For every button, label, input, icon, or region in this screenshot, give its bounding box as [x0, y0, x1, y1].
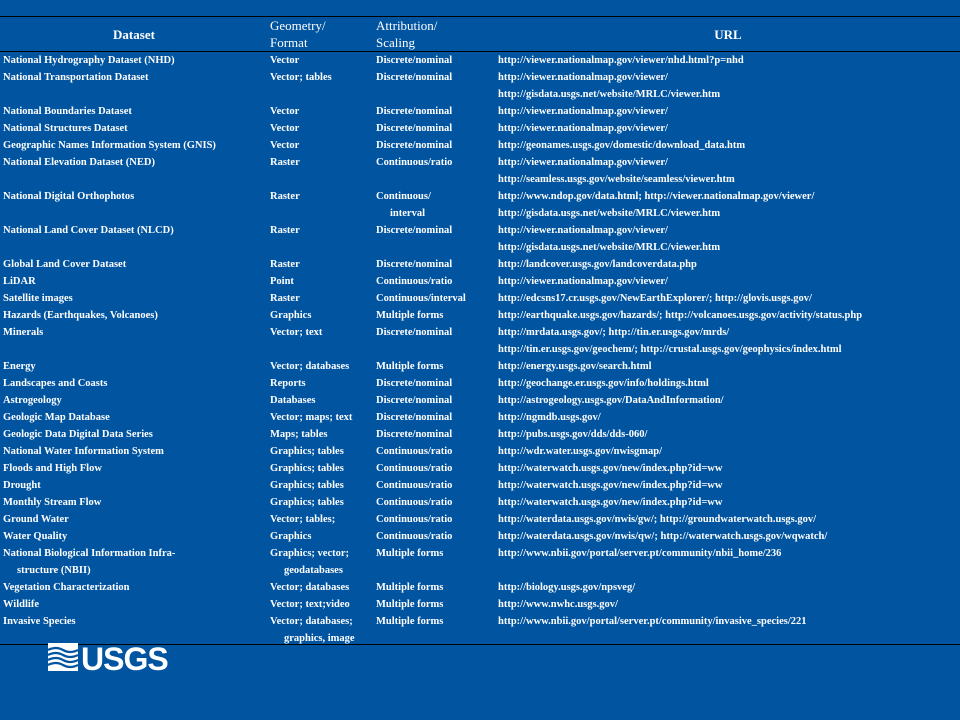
dataset-cell	[3, 511, 268, 528]
dataset-cell	[3, 596, 268, 613]
dataset-cell-line: Geographic Names Information System (GNIS)	[3, 140, 216, 151]
geometry-cell	[270, 545, 375, 579]
geometry-cell	[270, 324, 375, 341]
table-header	[0, 17, 960, 52]
geometry-cell-line: Vector; tables	[270, 72, 332, 83]
url-cell-line: http://viewer.nationalmap.gov/viewer/nhd.html?p=nhd	[498, 55, 744, 66]
dataset-cell	[3, 188, 268, 205]
dataset-cell	[3, 477, 268, 494]
url-cell-line: http://energy.usgs.gov/search.html	[498, 361, 652, 372]
dataset-cell	[3, 52, 268, 69]
url-cell[interactable]	[498, 392, 958, 409]
geometry-cell	[270, 426, 375, 443]
url-cell[interactable]	[498, 477, 958, 494]
header-geometry	[270, 17, 370, 51]
attribution-cell-line: Multiple forms	[376, 616, 444, 627]
url-cell[interactable]	[498, 273, 958, 290]
geometry-cell	[270, 52, 375, 69]
dataset-cell-line: National Structures Dataset	[3, 123, 128, 134]
dataset-cell	[3, 528, 268, 545]
url-cell[interactable]	[498, 443, 958, 460]
attribution-cell-line: Continuous/ratio	[376, 480, 453, 491]
url-cell[interactable]	[498, 545, 958, 562]
geometry-cell-line: Vector; databases	[270, 582, 350, 593]
url-cell[interactable]	[498, 494, 958, 511]
dataset-cell	[3, 409, 268, 426]
attribution-cell-line: Discrete/nominal	[376, 395, 453, 406]
dataset-cell-line: National Water Information System	[3, 446, 164, 457]
attribution-cell	[376, 443, 496, 460]
dataset-cell	[3, 103, 268, 120]
attribution-cell	[376, 392, 496, 409]
geometry-cell-line: Vector	[270, 123, 300, 134]
url-cell[interactable]	[498, 358, 958, 375]
url-cell[interactable]	[498, 188, 958, 222]
attribution-cell	[376, 477, 496, 494]
attribution-cell	[376, 222, 496, 239]
geometry-cell-line: Vector; databases	[270, 361, 350, 372]
url-cell[interactable]	[498, 69, 958, 103]
url-cell-line: http://www.nbii.gov/portal/server.pt/community/nbii_home/236	[498, 548, 782, 559]
dataset-cell-line: Geologic Data Digital Data Series	[3, 429, 153, 440]
dataset-cell-line: LiDAR	[3, 276, 36, 287]
header-attribution	[376, 17, 496, 51]
url-cell[interactable]	[498, 460, 958, 477]
geometry-cell-line: Graphics; tables	[270, 497, 344, 508]
url-cell-line: http://viewer.nationalmap.gov/viewer/	[498, 123, 668, 134]
url-cell[interactable]	[498, 307, 958, 324]
url-cell[interactable]	[498, 154, 958, 188]
attribution-cell	[376, 290, 496, 307]
header-attribution-line: Scaling	[376, 35, 415, 50]
url-cell-line: http://waterdata.usgs.gov/nwis/qw/; http://waterwatch.usgs.gov/wqwatch/	[498, 531, 828, 542]
attribution-cell	[376, 307, 496, 324]
geometry-cell	[270, 273, 375, 290]
svg-text:USGS: USGS	[81, 641, 168, 674]
dataset-cell-line: structure (NBII)	[17, 565, 91, 576]
attribution-cell	[376, 137, 496, 154]
attribution-cell	[376, 426, 496, 443]
attribution-cell	[376, 69, 496, 86]
geometry-cell-line: Reports	[270, 378, 306, 389]
attribution-cell	[376, 494, 496, 511]
attribution-cell	[376, 460, 496, 477]
url-cell[interactable]	[498, 290, 958, 307]
url-cell-line: http://earthquake.usgs.gov/hazards/; http://volcanoes.usgs.gov/activity/status.php	[498, 310, 863, 321]
dataset-cell-line: Minerals	[3, 327, 44, 338]
geometry-cell-line: Raster	[270, 225, 300, 236]
dataset-cell	[3, 120, 268, 137]
attribution-cell	[376, 324, 496, 341]
geometry-cell	[270, 290, 375, 307]
url-cell-line: http://wdr.water.usgs.gov/nwisgmap/	[498, 446, 663, 457]
dataset-cell	[3, 443, 268, 460]
header-geometry-line: Format	[270, 35, 308, 50]
geometry-cell	[270, 188, 375, 205]
url-cell-line: http://viewer.nationalmap.gov/viewer/	[498, 106, 668, 117]
url-cell-line: http://biology.usgs.gov/npsveg/	[498, 582, 636, 593]
attribution-cell-line: Multiple forms	[376, 548, 444, 559]
geometry-cell-line: Databases	[270, 395, 316, 406]
attribution-cell	[376, 596, 496, 613]
geometry-cell	[270, 69, 375, 86]
attribution-cell	[376, 120, 496, 137]
geometry-cell-line: Raster	[270, 293, 300, 304]
dataset-cell-line: Geologic Map Database	[3, 412, 110, 423]
attribution-cell-line: Discrete/nominal	[376, 140, 453, 151]
dataset-cell-line: Global Land Cover Dataset	[3, 259, 127, 270]
attribution-cell-line: Continuous/ratio	[376, 157, 453, 168]
attribution-cell-line: Continuous/ratio	[376, 276, 453, 287]
url-cell[interactable]	[498, 256, 958, 273]
url-cell[interactable]	[498, 137, 958, 154]
geometry-cell-line: Maps; tables	[270, 429, 328, 440]
dataset-cell-line: Hazards (Earthquakes, Volcanoes)	[3, 310, 158, 321]
url-cell-line: http://www.nbii.gov/portal/server.pt/community/invasive_species/221	[498, 616, 807, 627]
dataset-cell	[3, 579, 268, 596]
header-geometry-line: Geometry/	[270, 18, 326, 33]
geometry-cell-line: Vector; text;video	[270, 599, 350, 610]
attribution-cell-line: Continuous/interval	[376, 293, 466, 304]
url-cell[interactable]	[498, 528, 958, 545]
usgs-wave-icon	[48, 640, 172, 674]
attribution-cell	[376, 358, 496, 375]
geometry-cell	[270, 443, 375, 460]
dataset-table	[0, 16, 960, 645]
dataset-cell	[3, 137, 268, 154]
dataset-cell	[3, 154, 268, 171]
attribution-cell-line: Discrete/nominal	[376, 259, 453, 270]
attribution-cell-line: Continuous/ratio	[376, 531, 453, 542]
header-url: URL	[714, 27, 742, 42]
dataset-cell-line: Satellite images	[3, 293, 73, 304]
url-cell-line: http://seamless.usgs.gov/website/seamless/viewer.htm	[498, 174, 735, 185]
dataset-cell-line: National Biological Information Infra-	[3, 548, 176, 559]
dataset-cell	[3, 307, 268, 324]
url-cell[interactable]	[498, 120, 958, 137]
url-cell[interactable]	[498, 596, 958, 613]
url-cell-line: http://gisdata.usgs.net/website/MRLC/viewer.htm	[498, 242, 721, 253]
url-cell-line: http://waterwatch.usgs.gov/new/index.php?id=ww	[498, 497, 723, 508]
dataset-cell-line: National Transportation Dataset	[3, 72, 149, 83]
geometry-cell	[270, 579, 375, 596]
dataset-cell	[3, 426, 268, 443]
dataset-cell-line: Drought	[3, 480, 41, 491]
geometry-cell	[270, 596, 375, 613]
attribution-cell	[376, 613, 496, 630]
geometry-cell	[270, 511, 375, 528]
attribution-cell	[376, 256, 496, 273]
dataset-cell-line: National Boundaries Dataset	[3, 106, 132, 117]
geometry-cell-line: Vector	[270, 55, 300, 66]
url-cell-line: http://tin.er.usgs.gov/geochem/; http://crustal.usgs.gov/geophysics/index.html	[498, 344, 842, 355]
dataset-cell-line: National Digital Orthophotos	[3, 191, 135, 202]
dataset-cell-line: National Hydrography Dataset (NHD)	[3, 55, 175, 66]
url-cell[interactable]	[498, 579, 958, 596]
dataset-cell	[3, 222, 268, 239]
attribution-cell	[376, 103, 496, 120]
attribution-cell-line: interval	[390, 208, 425, 219]
geometry-cell	[270, 137, 375, 154]
dataset-cell	[3, 69, 268, 86]
attribution-cell	[376, 375, 496, 392]
attribution-cell-line: Discrete/nominal	[376, 55, 453, 66]
attribution-cell-line: Discrete/nominal	[376, 72, 453, 83]
url-cell[interactable]	[498, 511, 958, 528]
geometry-cell-line: Vector	[270, 140, 300, 151]
url-cell-line: http://viewer.nationalmap.gov/viewer/	[498, 225, 668, 236]
dataset-cell-line: National Elevation Dataset (NED)	[3, 157, 155, 168]
geometry-cell-line: Raster	[270, 157, 300, 168]
url-cell[interactable]	[498, 409, 958, 426]
dataset-cell	[3, 273, 268, 290]
url-cell-line: http://waterdata.usgs.gov/nwis/gw/; http://groundwaterwatch.usgs.gov/	[498, 514, 817, 525]
url-cell[interactable]	[498, 324, 958, 358]
geometry-cell-line: Vector; maps; text	[270, 412, 353, 423]
dataset-cell	[3, 358, 268, 375]
geometry-cell	[270, 103, 375, 120]
dataset-cell-line: Landscapes and Coasts	[3, 378, 108, 389]
url-cell-line: http://www.nwhc.usgs.gov/	[498, 599, 618, 610]
url-cell[interactable]	[498, 52, 958, 69]
usgs-logo	[48, 640, 172, 674]
attribution-cell-line: Continuous/ratio	[376, 497, 453, 508]
attribution-cell-line: Multiple forms	[376, 361, 444, 372]
attribution-cell	[376, 528, 496, 545]
url-cell-line: http://waterwatch.usgs.gov/new/index.php?id=ww	[498, 480, 723, 491]
url-cell-line: http://astrogeology.usgs.gov/DataAndInformation/	[498, 395, 724, 406]
header-attribution-line: Attribution/	[376, 18, 438, 33]
attribution-cell-line: Discrete/nominal	[376, 225, 453, 236]
dataset-cell-line: Floods and High Flow	[3, 463, 102, 474]
geometry-cell-line: Graphics	[270, 310, 312, 321]
dataset-cell	[3, 613, 268, 630]
attribution-cell	[376, 52, 496, 69]
attribution-cell-line: Discrete/nominal	[376, 123, 453, 134]
dataset-cell-line: Water Quality	[3, 531, 68, 542]
geometry-cell	[270, 358, 375, 375]
geometry-cell-line: Point	[270, 276, 294, 287]
url-cell-line: http://landcover.usgs.gov/landcoverdata.php	[498, 259, 697, 270]
geometry-cell	[270, 154, 375, 171]
dataset-cell	[3, 460, 268, 477]
url-cell-line: http://viewer.nationalmap.gov/viewer/	[498, 72, 668, 83]
dataset-cell	[3, 494, 268, 511]
geometry-cell	[270, 528, 375, 545]
attribution-cell-line: Multiple forms	[376, 599, 444, 610]
url-cell[interactable]	[498, 103, 958, 120]
attribution-cell-line: Continuous/	[376, 191, 431, 202]
dataset-cell-line: Ground Water	[3, 514, 69, 525]
dataset-cell-line: Wildlife	[3, 599, 39, 610]
geometry-cell	[270, 392, 375, 409]
url-cell[interactable]	[498, 222, 958, 256]
attribution-cell-line: Discrete/nominal	[376, 429, 453, 440]
attribution-cell-line: Multiple forms	[376, 582, 444, 593]
geometry-cell	[270, 494, 375, 511]
dataset-cell-line: Energy	[3, 361, 36, 372]
attribution-cell-line: Continuous/ratio	[376, 514, 453, 525]
dataset-cell	[3, 290, 268, 307]
dataset-cell	[3, 545, 268, 579]
attribution-cell	[376, 545, 496, 562]
geometry-cell	[270, 307, 375, 324]
attribution-cell	[376, 579, 496, 596]
geometry-cell-line: Vector; databases;	[270, 616, 353, 627]
attribution-cell	[376, 154, 496, 171]
header-dataset: Dataset	[113, 27, 155, 42]
attribution-cell-line: Multiple forms	[376, 310, 444, 321]
url-cell-line: http://viewer.nationalmap.gov/viewer/	[498, 157, 668, 168]
dataset-cell-line: Invasive Species	[3, 616, 76, 627]
geometry-cell-line: Vector; text	[270, 327, 323, 338]
attribution-cell-line: Discrete/nominal	[376, 378, 453, 389]
dataset-cell-line: Monthly Stream Flow	[3, 497, 102, 508]
url-cell[interactable]	[498, 613, 958, 630]
url-cell-line: http://edcsns17.cr.usgs.gov/NewEarthExplorer/; http://glovis.usgs.gov/	[498, 293, 812, 304]
url-cell-line: http://mrdata.usgs.gov/; http://tin.er.usgs.gov/mrds/	[498, 327, 730, 338]
dataset-cell	[3, 256, 268, 273]
dataset-cell-line: Astrogeology	[3, 395, 62, 406]
geometry-cell	[270, 460, 375, 477]
geometry-cell-line: Graphics; tables	[270, 480, 344, 491]
attribution-cell-line: Discrete/nominal	[376, 327, 453, 338]
geometry-cell	[270, 120, 375, 137]
geometry-cell	[270, 477, 375, 494]
url-cell-line: http://viewer.nationalmap.gov/viewer/	[498, 276, 668, 287]
attribution-cell	[376, 273, 496, 290]
dataset-cell	[3, 375, 268, 392]
geometry-cell-line: graphics, image	[284, 633, 355, 644]
url-cell-line: http://waterwatch.usgs.gov/new/index.php?id=ww	[498, 463, 723, 474]
dataset-cell	[3, 324, 268, 341]
attribution-cell-line: Continuous/ratio	[376, 446, 453, 457]
geometry-cell-line: Graphics; tables	[270, 463, 344, 474]
url-cell-line: http://gisdata.usgs.net/website/MRLC/viewer.htm	[498, 208, 721, 219]
geometry-cell	[270, 375, 375, 392]
geometry-cell-line: Graphics; vector;	[270, 548, 350, 559]
dataset-cell-line: National Land Cover Dataset (NLCD)	[3, 225, 174, 236]
geometry-cell	[270, 256, 375, 273]
attribution-cell-line: Discrete/nominal	[376, 106, 453, 117]
url-cell-line: http://gisdata.usgs.net/website/MRLC/viewer.htm	[498, 89, 721, 100]
geometry-cell-line: Vector	[270, 106, 300, 117]
geometry-cell-line: Raster	[270, 191, 300, 202]
url-cell-line: http://www.ndop.gov/data.html; http://viewer.nationalmap.gov/viewer/	[498, 191, 815, 202]
geometry-cell	[270, 409, 375, 426]
attribution-cell	[376, 188, 496, 222]
url-cell[interactable]	[498, 375, 958, 392]
geometry-cell-line: Graphics	[270, 531, 312, 542]
geometry-cell-line: Vector; tables;	[270, 514, 336, 525]
geometry-cell	[270, 222, 375, 239]
attribution-cell	[376, 409, 496, 426]
url-cell-line: http://ngmdb.usgs.gov/	[498, 412, 601, 423]
url-cell[interactable]	[498, 426, 958, 443]
geometry-cell	[270, 613, 375, 647]
attribution-cell	[376, 511, 496, 528]
dataset-cell-line: Vegetation Characterization	[3, 582, 130, 593]
dataset-cell	[3, 392, 268, 409]
url-cell-line: http://geochange.er.usgs.gov/info/holdings.html	[498, 378, 709, 389]
attribution-cell-line: Continuous/ratio	[376, 463, 453, 474]
url-cell-line: http://geonames.usgs.gov/domestic/download_data.htm	[498, 140, 746, 151]
geometry-cell-line: geodatabases	[284, 565, 343, 576]
geometry-cell-line: Raster	[270, 259, 300, 270]
geometry-cell-line: Graphics; tables	[270, 446, 344, 457]
url-cell-line: http://pubs.usgs.gov/dds/dds-060/	[498, 429, 648, 440]
attribution-cell-line: Discrete/nominal	[376, 412, 453, 423]
